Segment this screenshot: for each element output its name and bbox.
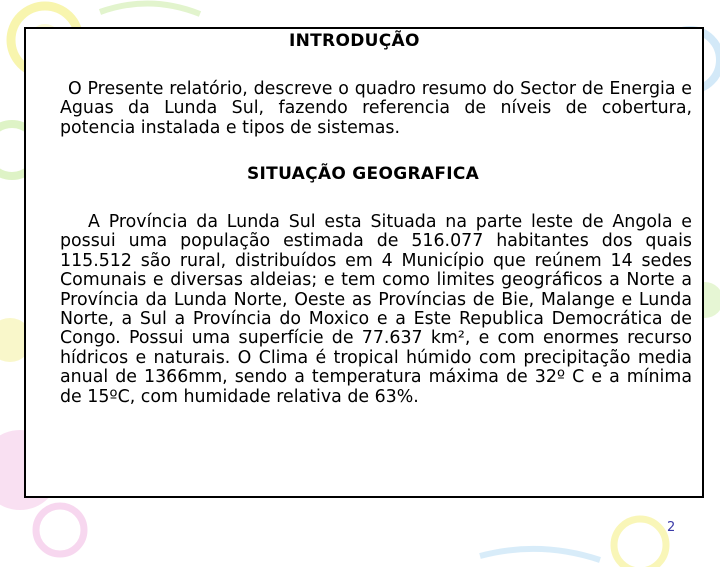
geo-paragraph: A Província da Lunda Sul esta Situada na parte leste de Angola e possui uma população estimada de 516.077 habitantes dos quais 115.512 são rural, distribuídos em 4 Município que reúnem 14 sedes Comunais e diversas aldeias; e tem como limites geográficos a Norte a Província da Lunda Norte, Oeste as Províncias de Bie, Malange e Lunda Norte, a Sul a Província do Moxico e a Este Republica Democrática de Congo. Possui uma superfície de 77.637 km², e com enormes recurso hídricos e naturais. O Clima é tropical húmido com precipitação media anual de 1366mm, sendo a temperatura máxima de 32º C e a mínima de 15ºC, com humidade relativa de 63%. <box>60 212 692 407</box>
intro-heading: INTRODUÇÃO <box>289 31 420 51</box>
intro-paragraph: O Presente relatório, descreve o quadro resumo do Sector de Energia e Aguas da Lunda Sul, fazendo referencia de níveis de cobertura, potencia instalada e tipos de sistemas. <box>60 79 692 138</box>
page-number: 2 <box>667 520 676 535</box>
geo-heading: SITUAÇÃO GEOGRAFICA <box>247 164 480 184</box>
